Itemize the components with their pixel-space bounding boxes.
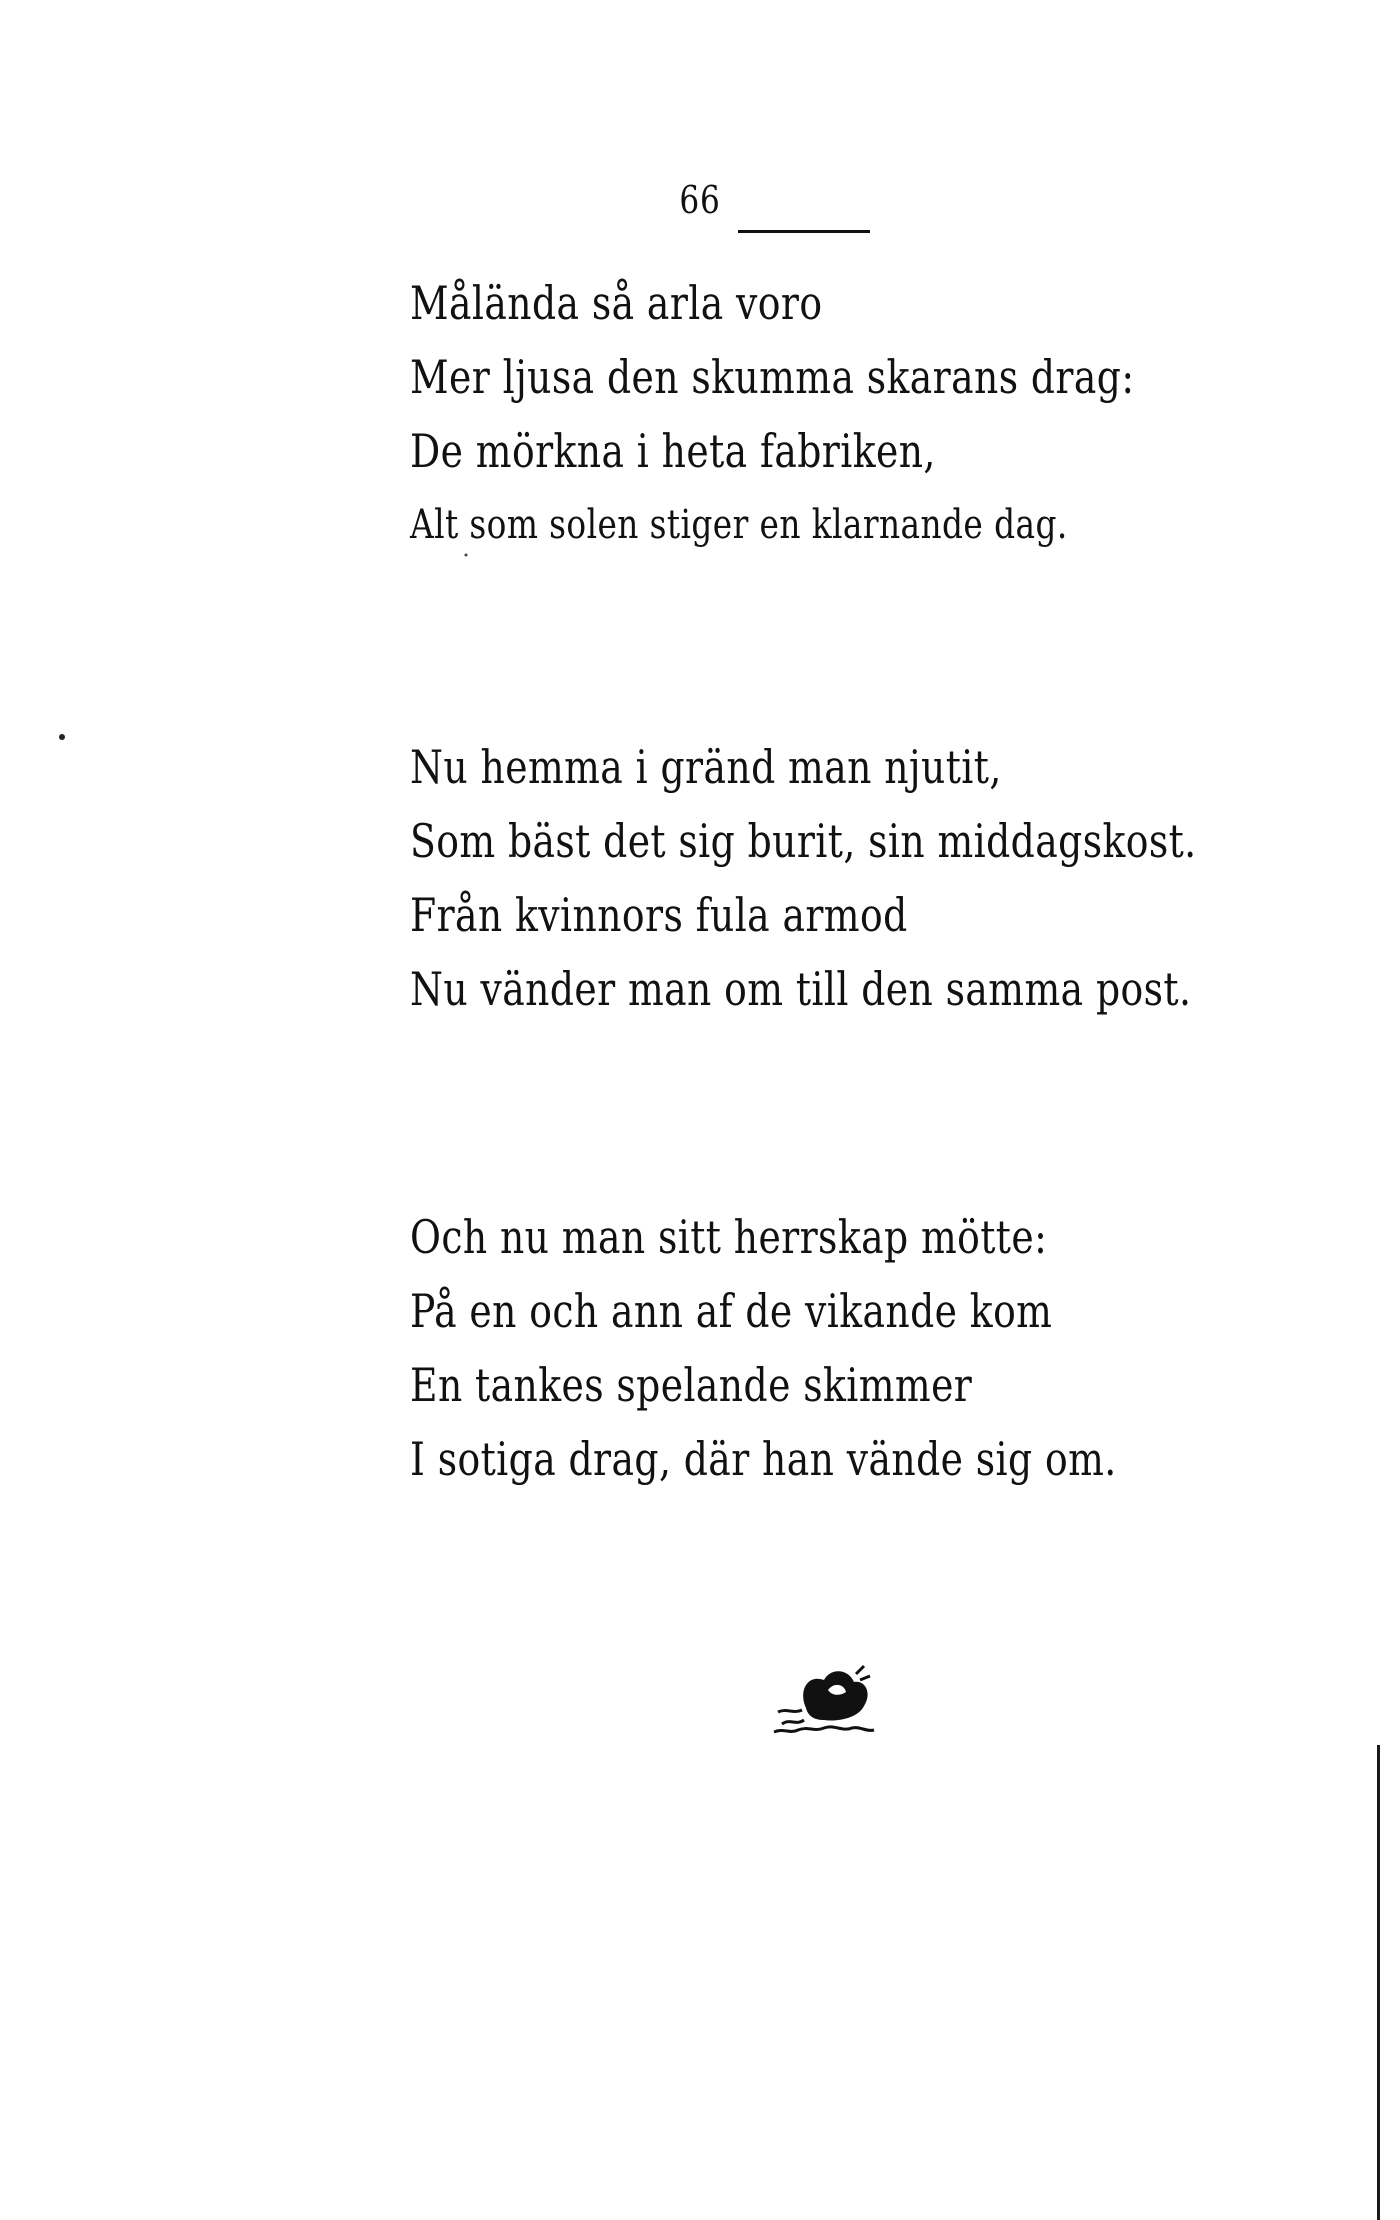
verse-line: I sotiga drag, där han vände sig om. xyxy=(410,1432,1117,1486)
verse-line: Och nu man sitt herrskap mötte: xyxy=(410,1210,1048,1264)
stanza-1 xyxy=(410,266,1310,562)
verse-line: Alt som solen stiger en klarnande dag. xyxy=(410,502,1068,548)
verse-line: På en och ann af de vikande kom xyxy=(410,1284,1053,1338)
speck xyxy=(59,734,65,740)
verse-line: Från kvinnors fula armod xyxy=(410,888,908,942)
verse-line: Nu hemma i gränd man njutit, xyxy=(410,740,1002,794)
stanza-2 xyxy=(410,730,1310,1026)
verse-line: En tankes spelande skimmer xyxy=(410,1358,973,1412)
verse-line: Målända så arla voro xyxy=(410,276,823,330)
page-number: 66 xyxy=(679,178,721,222)
flower-ornament-icon xyxy=(768,1660,878,1740)
stanza-3 xyxy=(410,1200,1310,1496)
page-number-rule xyxy=(738,230,870,233)
verse-line: Som bäst det sig burit, sin middagskost. xyxy=(410,814,1197,868)
verse-line: Nu vänder man om till den samma post. xyxy=(410,962,1192,1016)
verse-line: De mörkna i heta fabriken, xyxy=(410,424,936,478)
margin-rule xyxy=(1377,1745,1380,2220)
verse-line: Mer ljusa den skumma skarans drag: xyxy=(410,350,1135,404)
